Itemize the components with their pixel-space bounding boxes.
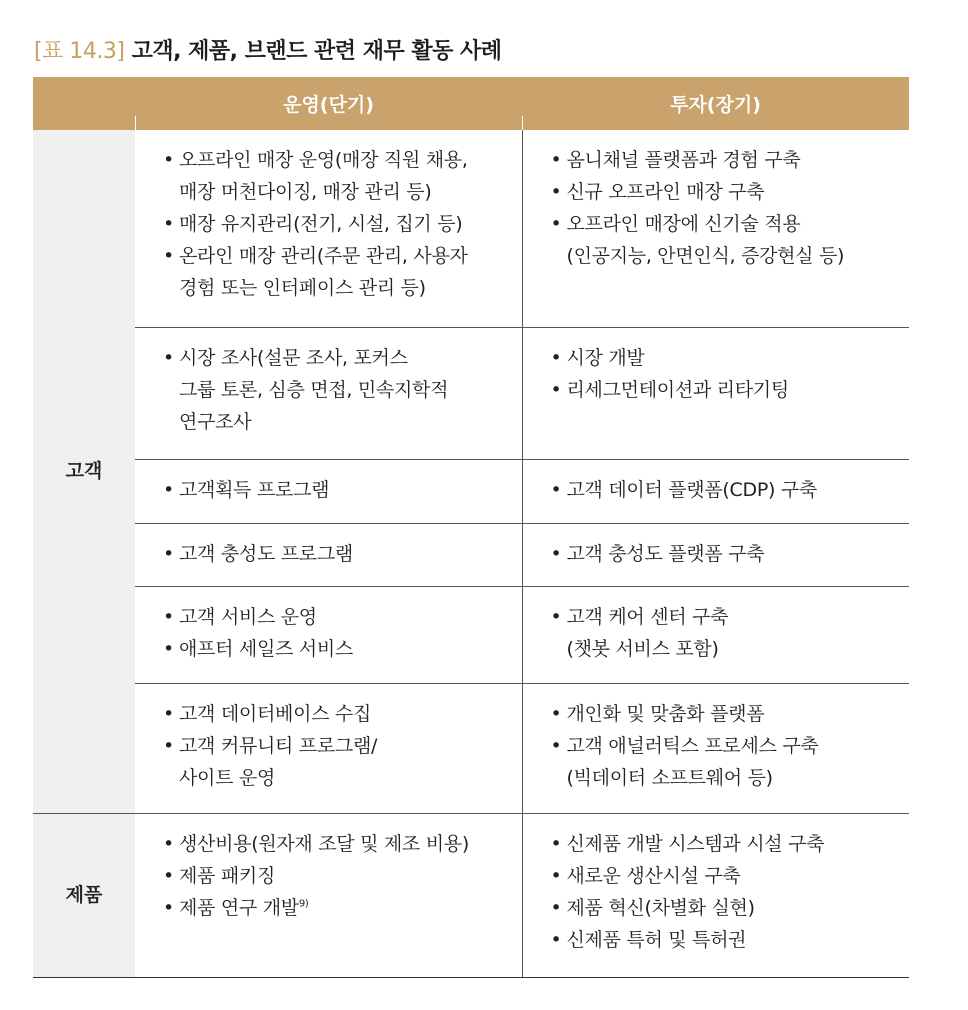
header-operations: 운영(단기) [135,77,522,130]
investment-cell [522,459,909,523]
list-item-text: • 제품 혁신(차별화 실현) [566,896,755,919]
list-item [163,240,510,304]
operations-cell [135,683,522,813]
list-item [551,698,898,730]
list-item [551,342,898,374]
group-label: 제품 [33,813,135,977]
list-item-text: 사이트 운영 [179,766,276,789]
list-item-text: • 고객 데이터 플랫폼(CDP) 구축 [566,478,817,501]
list-item-text: • 애프터 세일즈 서비스 [179,637,353,660]
investment-cell [522,813,909,977]
list-item [551,474,898,506]
list-item-text: • 개인화 및 맞춤화 플랫폼 [566,702,765,725]
table-row [33,683,909,813]
list-item-text: • 리세그먼테이션과 리타기팅 [566,378,789,401]
list-item-text: • 고객 충성도 플랫폼 구축 [566,542,765,565]
investment-cell [522,130,909,327]
list-item-text: • 제품 연구 개발$^{9)}$ [179,896,309,919]
list-item [163,474,510,506]
header-row [33,77,909,130]
bullet-list [163,144,510,304]
list-item-text: (인공지능, 안면인식, 증강현실 등) [566,245,845,267]
list-item-text: 매장 머천다이징, 매장 관리 등) [179,181,432,203]
list-item-text: • 고객 케어 센터 구축 [566,605,729,628]
list-item-text: 그룹 토론, 심층 면접, 민속지학적 [179,378,449,401]
list-item [163,601,510,633]
table-row [33,523,909,586]
list-item-text: • 고객 애널러틱스 프로세스 구축 [566,734,819,757]
list-item-text: • 신규 오프라인 매장 구축 [566,181,765,203]
bullet-list [551,144,898,272]
list-item [551,924,898,956]
list-item [163,538,510,570]
list-item-text: • 고객 서비스 운영 [179,605,317,628]
list-item [163,144,510,208]
list-item-text: (챗봇 서비스 포함) [566,637,719,660]
table-row [33,327,909,459]
operations-cell [135,523,522,586]
list-item [551,374,898,406]
list-item [551,176,898,208]
list-item-text: • 옴니채널 플랫폼과 경험 구축 [566,149,801,171]
list-item-text: • 새로운 생산시설 구축 [566,864,741,887]
list-item-text: • 고객 데이터베이스 수집 [179,702,372,725]
list-item-text: • 제품 패키징 [179,864,276,887]
header-investment: 투자(장기) [522,77,909,130]
bullet-list [551,828,898,956]
list-item [163,730,510,794]
table-row [33,459,909,523]
list-item [551,208,898,272]
table-number: [표 14.3] [34,39,125,64]
header-category [33,77,135,130]
bullet-list [551,342,898,406]
bullet-list [551,698,898,794]
list-item [551,892,898,924]
bullet-list [163,698,510,794]
operations-cell [135,813,522,977]
list-item-text: • 시장 조사(설문 조사, 포커스 [179,346,408,369]
list-item-text: • 온라인 매장 관리(주문 관리, 사용자 [179,245,468,267]
table-row [33,586,909,683]
investment-cell [522,327,909,459]
list-item [163,698,510,730]
footnote-marker: 9) [298,898,309,910]
list-item-text: • 오프라인 매장에 신기술 적용 [566,213,801,235]
table-caption: 고객, 제품, 브랜드 관련 재무 활동 사례 [131,39,502,64]
list-item-text: • 고객 충성도 프로그램 [179,542,353,565]
investment-cell [522,586,909,683]
table-body [33,130,909,977]
bullet-list [551,474,898,506]
bullet-list [551,538,898,570]
finance-activity-table [33,77,909,978]
list-item [551,144,898,176]
operations-cell [135,459,522,523]
table-row [33,130,909,327]
list-item-text: 연구조사 [179,410,252,433]
bullet-list [163,828,510,924]
list-item-text: • 매장 유지관리(전기, 시설, 집기 등) [179,213,463,235]
list-item [551,730,898,794]
list-item-text: • 고객획득 프로그램 [179,478,330,501]
list-item-text: (빅데이터 소프트웨어 등) [566,766,773,789]
list-item-text: • 고객 커뮤니티 프로그램/ [179,734,378,757]
list-item-text: • 신제품 개발 시스템과 시설 구축 [566,832,825,855]
list-item [163,828,510,860]
list-item-text: 경험 또는 인터페이스 관리 등) [179,277,426,299]
operations-cell [135,586,522,683]
table-title [34,34,502,65]
list-item [551,828,898,860]
group-label: 고객 [33,130,135,813]
operations-cell [135,327,522,459]
bullet-list [163,601,510,665]
list-item-text: • 오프라인 매장 운영(매장 직원 채용, [179,149,468,171]
investment-cell [522,523,909,586]
operations-cell [135,130,522,327]
list-item [551,538,898,570]
list-item-text: • 신제품 특허 및 특허권 [566,928,747,951]
list-item [163,892,510,924]
table-row [33,813,909,977]
list-item-text: • 생산비용(원자재 조달 및 제조 비용) [179,832,469,855]
list-item [163,342,510,438]
list-item [163,208,510,240]
list-item [163,633,510,665]
bullet-list [163,538,510,570]
bullet-list [163,474,510,506]
list-item [551,860,898,892]
bullet-list [551,601,898,665]
list-item [163,860,510,892]
investment-cell [522,683,909,813]
list-item-text: • 시장 개발 [566,346,645,369]
list-item [551,601,898,665]
bullet-list [163,342,510,438]
